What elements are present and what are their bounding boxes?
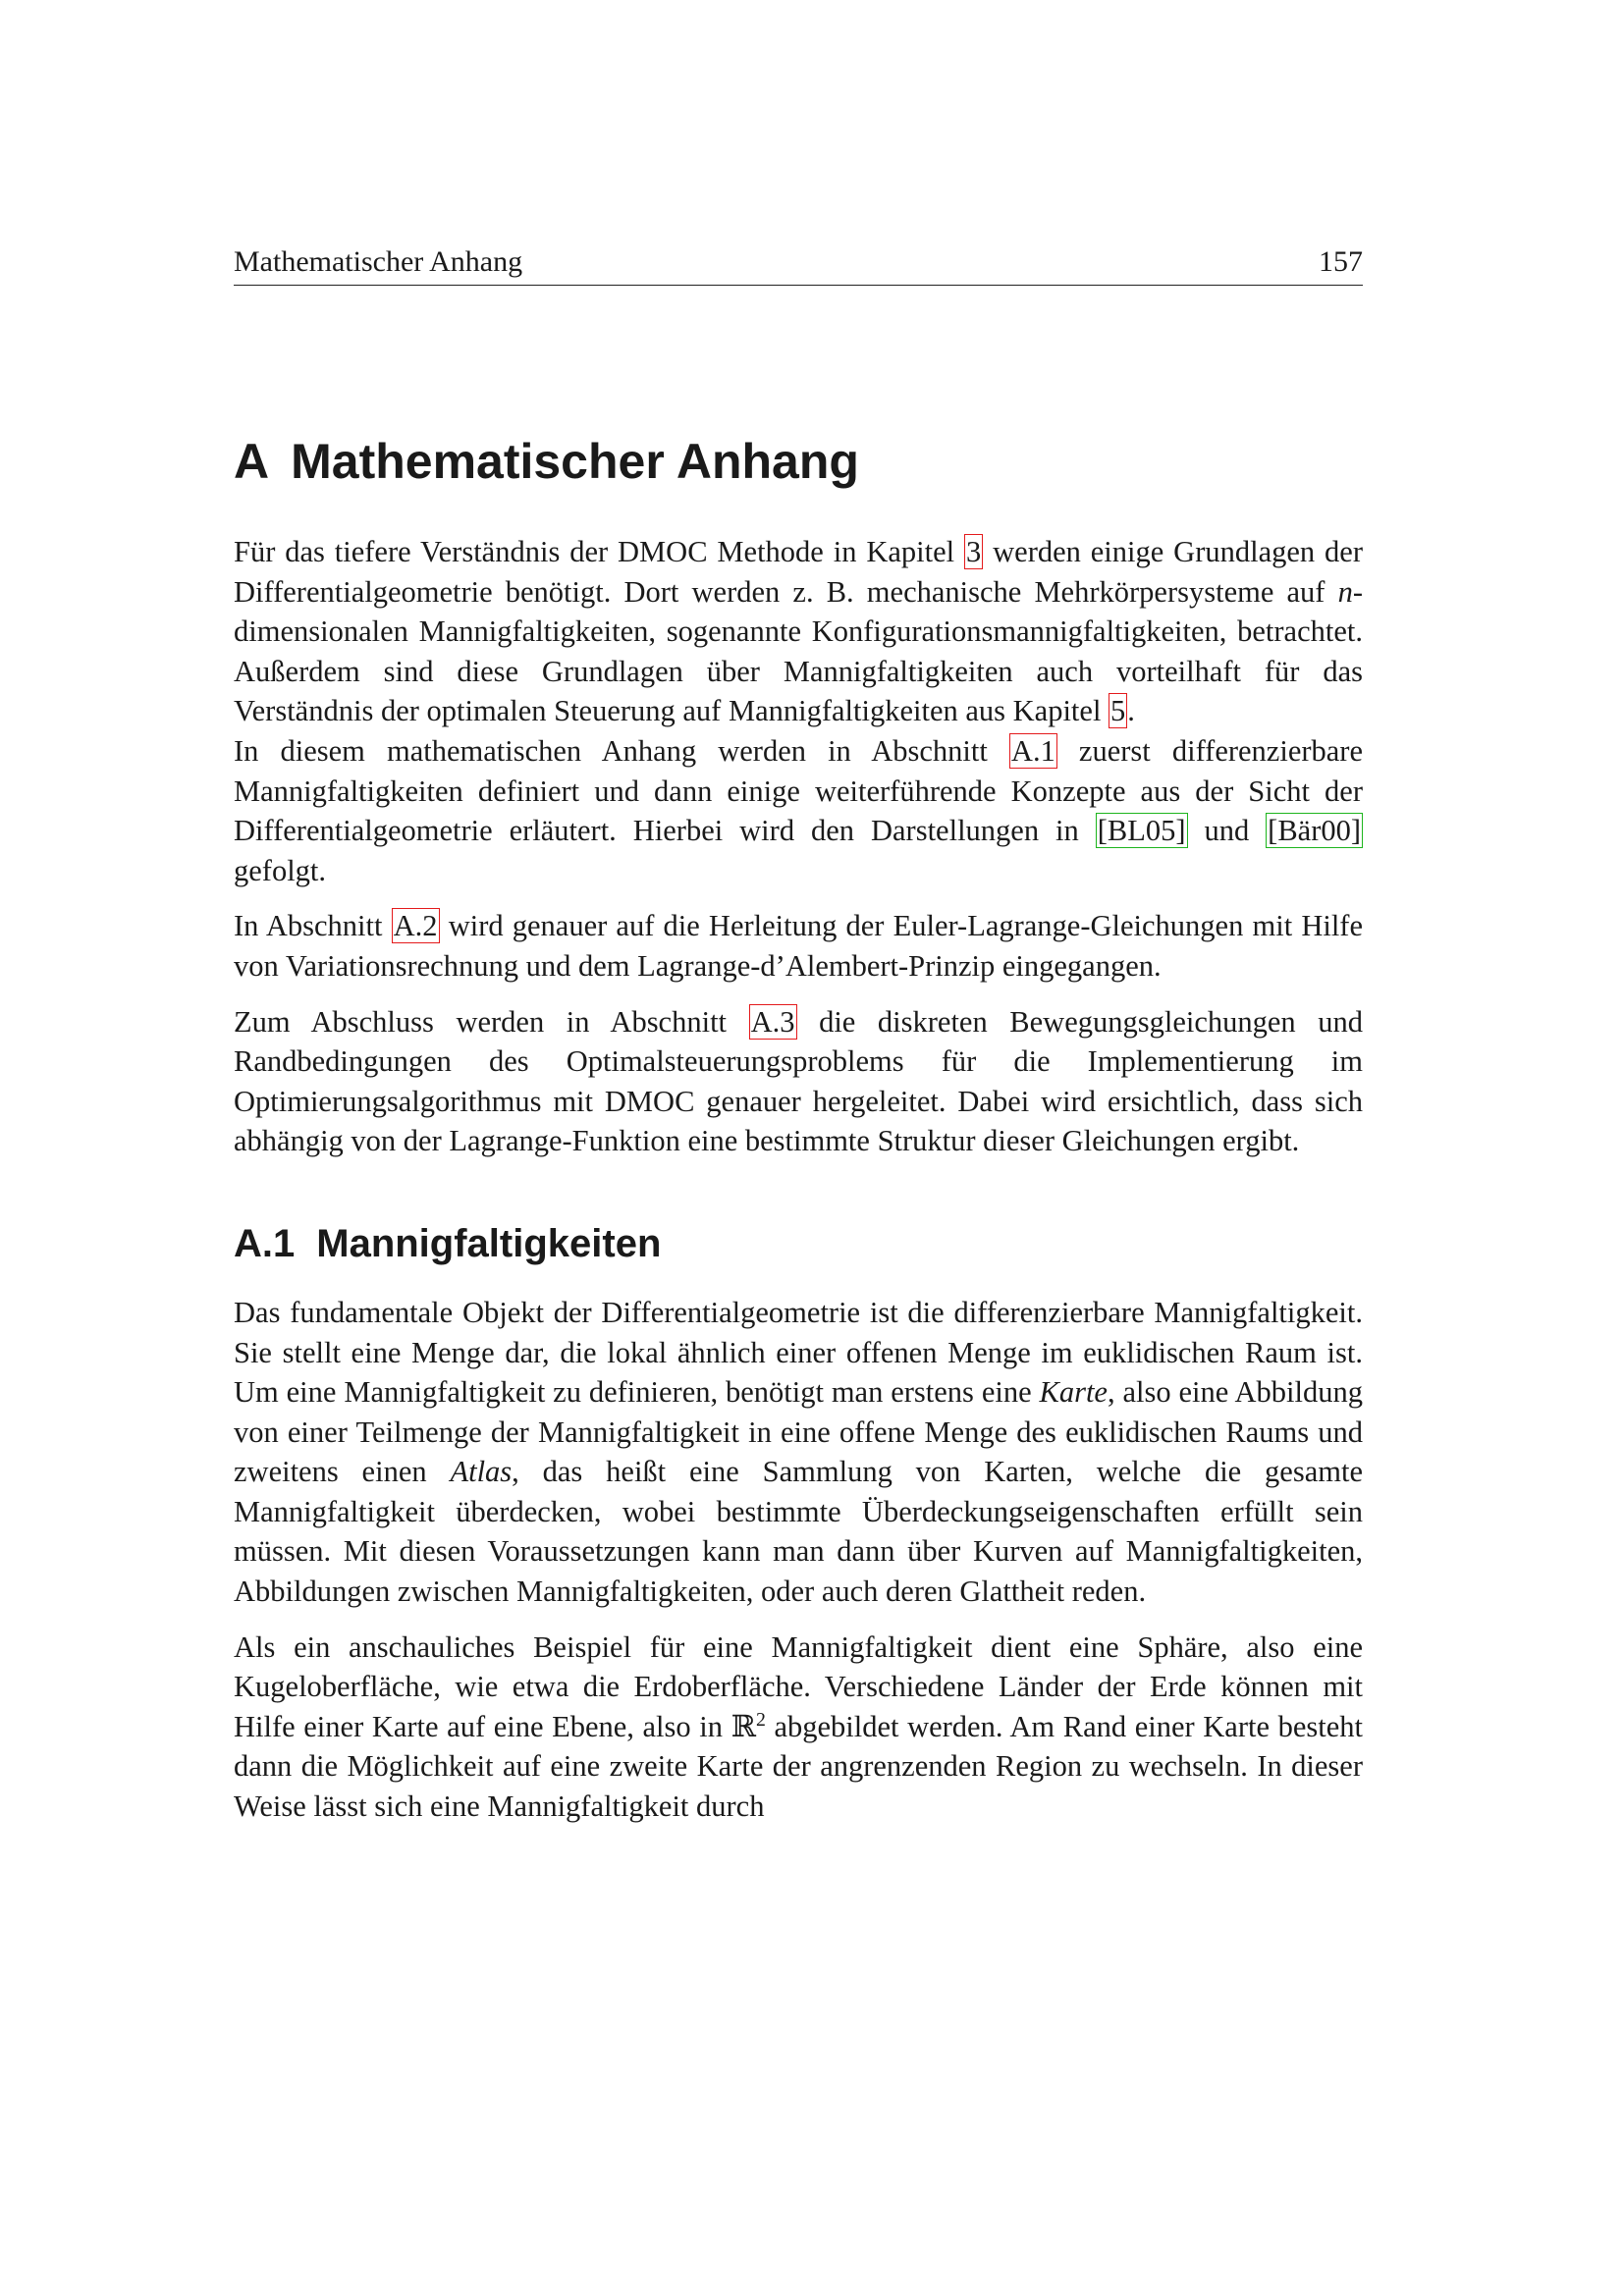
page-number: 157: [1319, 245, 1363, 278]
section-ref-link[interactable]: A.3: [750, 1004, 795, 1039]
page-body: [234, 432, 1363, 1842]
running-header: [234, 245, 1363, 286]
term-karte: Karte: [1039, 1375, 1108, 1410]
section-ref-link[interactable]: A.1: [1010, 733, 1055, 768]
chapter-number: A: [234, 434, 270, 489]
math-variable-n: n: [1337, 574, 1353, 609]
section-ref-link[interactable]: A.2: [393, 909, 438, 943]
chapter-ref-link[interactable]: 5: [1110, 694, 1126, 728]
chapter-ref-link[interactable]: 3: [966, 535, 982, 568]
chapter-heading: [234, 432, 1363, 491]
section-number: A.1: [234, 1221, 296, 1265]
intro-paragraph-2: In diesem mathematischen Anhang werden in Abschnitt A.1 zuerst differenzierbare Mannigfaltigkeiten definiert und dann einige weiterführende Konzepte aus der Sicht der Differentialgeometrie erläutert. Hierbei wird den Darstellungen in [BL05] und [Bär00] gefolgt.: [234, 733, 1363, 887]
citation-link[interactable]: [Bär00]: [1268, 814, 1362, 848]
intro-paragraph-3: In Abschnitt A.2 wird genauer auf die Herleitung der Euler-Lagrange-Gleichungen mit Hilfe von Variationsrechnung und dem Lagrange-d’Alembert-Prinzip eingegangen.: [234, 909, 1363, 983]
intro-paragraph-1: Für das tiefere Verständnis der DMOC Methode in Kapitel 3 werden einige Grundlagen der Differentialgeometrie benötigt. Dort werden z. B. mechanische Mehrkörpersysteme auf n-dimensionalen Mannigfaltigkeiten, sogenannte Konfigurationsmannigfaltigkeiten, betrachtet. Außerdem sind diese Grundlagen über Mannigfaltigkeiten auch vorteilhaft für das Verständnis der optimalen Steuerung auf Mannigfaltigkeiten aus Kapitel 5.: [234, 535, 1363, 728]
section-title: Mannigfaltigkeiten: [316, 1221, 662, 1265]
running-title: Mathematischer Anhang: [234, 245, 523, 278]
chapter-title: Mathematischer Anhang: [291, 434, 859, 489]
term-atlas: Atlas: [450, 1455, 513, 1489]
section-paragraph-2: Als ein anschauliches Beispiel für eine Mannigfaltigkeit dient eine Sphäre, also eine Kugeloberfläche, wie etwa die Erdoberfläche. Verschiedene Länder der Erde können mit Hilfe einer Karte auf eine Ebene, also in ℝ$^2$ abgebildet werden. Am Rand einer Karte besteht dann die Möglichkeit auf eine zweite Karte der angrenzenden Region zu wechseln. In dieser Weise lässt sich eine Mannigfaltigkeit durch: [234, 1629, 1363, 1824]
citation-link[interactable]: [BL05]: [1097, 814, 1186, 848]
section-heading: [234, 1220, 1363, 1267]
intro-paragraph-4: Zum Abschluss werden in Abschnitt A.3 die diskreten Bewegungsgleichungen und Randbedingungen des Optimalsteuerungsproblems für die Implementierung im Optimierungsalgorithmus mit DMOC genauer hergeleitet. Dabei wird ersichtlich, dass sich abhängig von der Lagrange-Funktion eine bestimmte Struktur dieser Gleichungen ergibt.: [234, 1004, 1363, 1158]
section-paragraph-1: Das fundamentale Objekt der Differentialgeometrie ist die differenzierbare Mannigfaltigkeit. Sie stellt eine Menge dar, die lokal ähnlich einer offenen Menge im euklidischen Raum ist. Um eine Mannigfaltigkeit zu definieren, benötigt man erstens eine Karte, also eine Abbildung von einer Teilmenge der Mannigfaltigkeit in eine offene Menge des euklidischen Raums und zweitens einen Atlas, das heißt eine Sammlung von Karten, welche die gesamte Mannigfaltigkeit überdecken, wobei bestimmte Überdeckungseigenschaften erfüllt sein müssen. Mit diesen Voraussetzungen kann man dann über Kurven auf Mannigfaltigkeiten, Abbildungen zwischen Mannigfaltigkeiten, oder auch deren Glattheit reden.: [234, 1295, 1363, 1609]
math-r-squared: ℝ$^2$: [730, 1708, 766, 1743]
